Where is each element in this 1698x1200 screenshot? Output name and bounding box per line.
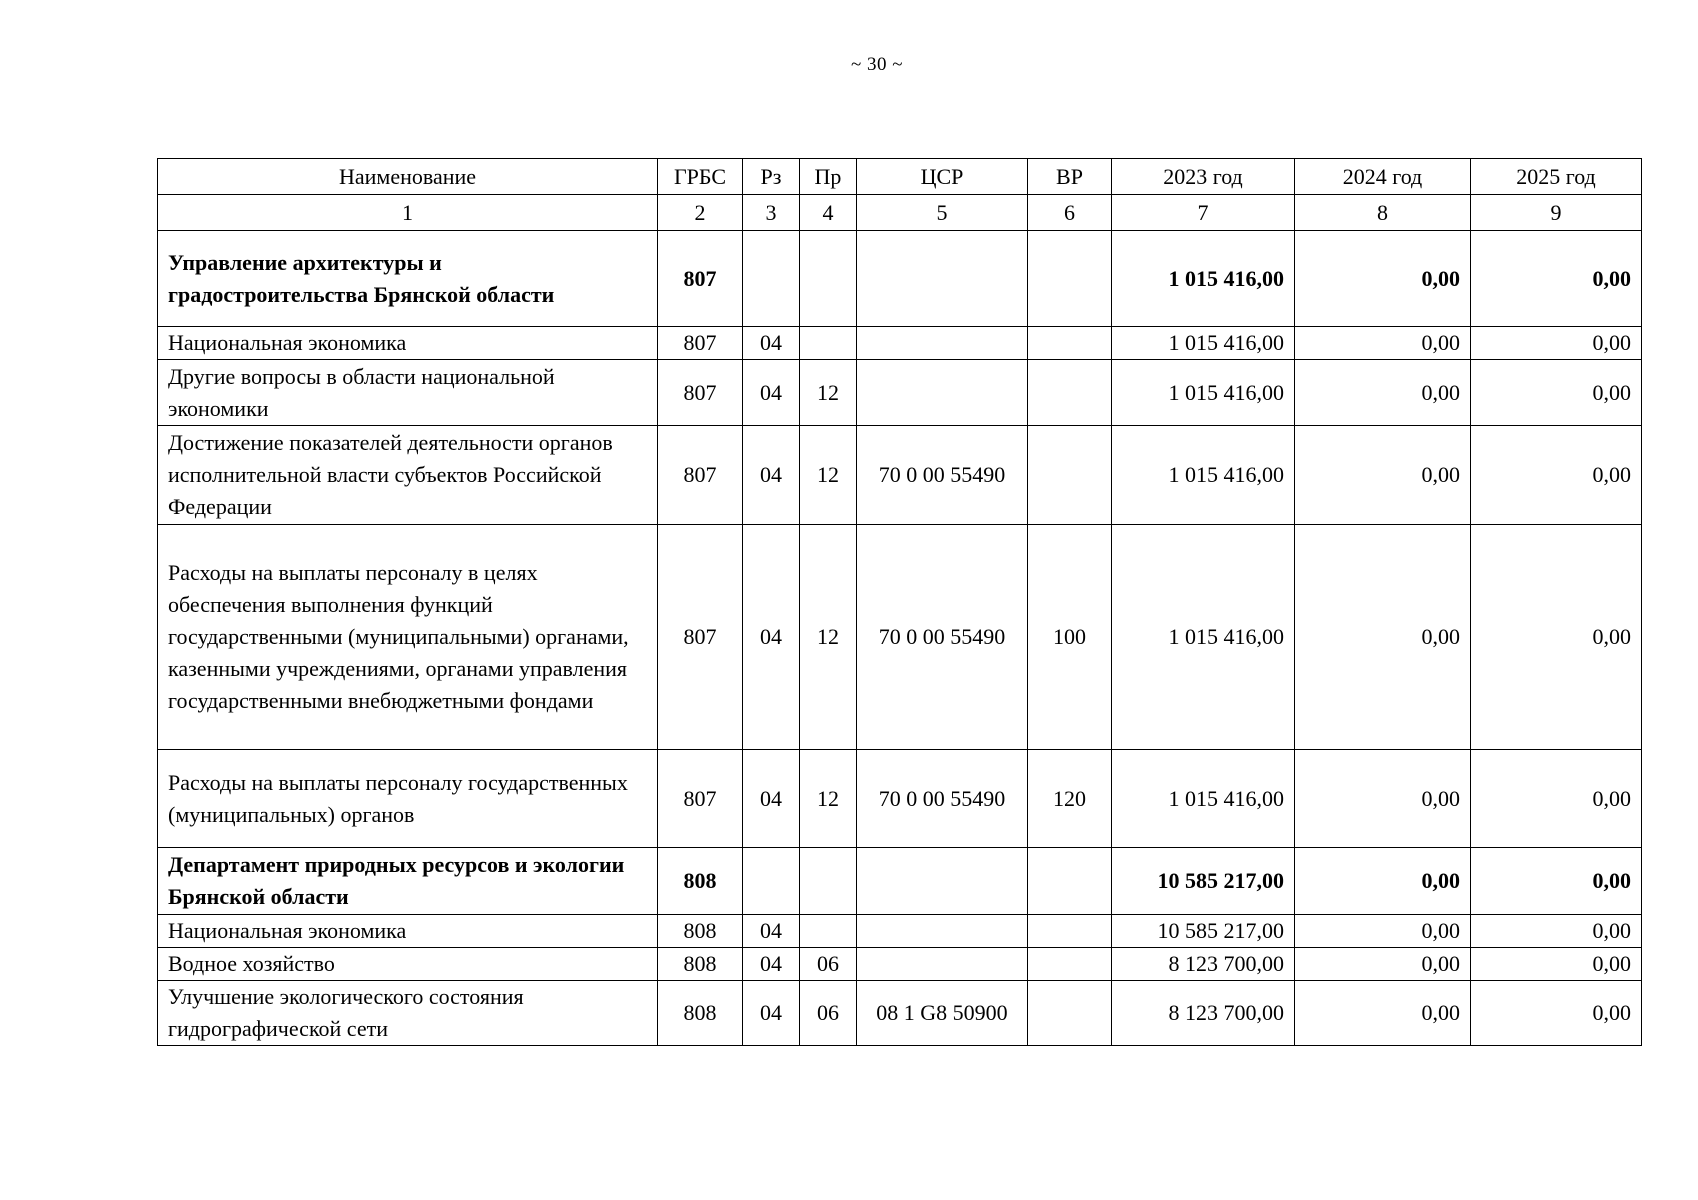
table-row [158,231,1642,327]
row-rz: 04 [743,948,800,981]
row-amount-2025: 0,00 [1471,981,1642,1046]
row-amount-2023: 1 015 416,00 [1112,426,1295,525]
row-csr [857,231,1028,327]
row-amount-2023: 1 015 416,00 [1112,231,1295,327]
row-name: Достижение показателей деятельности органов исполнительной власти субъектов Российской Федерации [158,426,658,525]
row-vr: 120 [1028,750,1112,848]
row-rz: 04 [743,981,800,1046]
row-csr [857,360,1028,426]
row-grbs: 808 [658,848,743,915]
row-amount-2025: 0,00 [1471,525,1642,750]
row-amount-2024: 0,00 [1295,426,1471,525]
row-name: Водное хозяйство [158,948,658,981]
row-rz: 04 [743,915,800,948]
column-number: 5 [857,195,1028,231]
row-grbs: 807 [658,426,743,525]
row-name: Другие вопросы в области национальной экономики [158,360,658,426]
row-pr: 12 [800,426,857,525]
row-name: Расходы на выплаты персоналу государственных (муниципальных) органов [158,750,658,848]
column-number-row [158,195,1642,231]
row-csr [857,915,1028,948]
row-pr [800,231,857,327]
table-row [158,327,1642,360]
row-pr: 06 [800,981,857,1046]
row-name: Департамент природных ресурсов и экологии Брянской области [158,848,658,915]
row-pr [800,327,857,360]
header-year-2023: 2023 год [1112,159,1295,195]
row-grbs: 808 [658,981,743,1046]
row-vr [1028,327,1112,360]
row-rz [743,231,800,327]
row-amount-2023: 8 123 700,00 [1112,948,1295,981]
row-vr [1028,848,1112,915]
row-amount-2025: 0,00 [1471,848,1642,915]
row-amount-2023: 10 585 217,00 [1112,915,1295,948]
row-vr [1028,948,1112,981]
row-vr [1028,360,1112,426]
row-grbs: 807 [658,231,743,327]
header-rz: Рз [743,159,800,195]
row-vr [1028,981,1112,1046]
row-amount-2024: 0,00 [1295,231,1471,327]
header-year-2025: 2025 год [1471,159,1642,195]
header-row [158,159,1642,195]
row-vr: 100 [1028,525,1112,750]
table-row [158,525,1642,750]
row-pr [800,848,857,915]
column-number: 3 [743,195,800,231]
header-csr: ЦСР [857,159,1028,195]
table-row [158,426,1642,525]
column-number: 8 [1295,195,1471,231]
row-amount-2024: 0,00 [1295,915,1471,948]
row-pr: 12 [800,750,857,848]
row-amount-2024: 0,00 [1295,948,1471,981]
column-number: 7 [1112,195,1295,231]
table-row [158,360,1642,426]
row-amount-2024: 0,00 [1295,525,1471,750]
row-vr [1028,915,1112,948]
column-number: 9 [1471,195,1642,231]
row-grbs: 807 [658,750,743,848]
row-name: Национальная экономика [158,327,658,360]
row-pr: 12 [800,525,857,750]
row-amount-2025: 0,00 [1471,426,1642,525]
row-rz: 04 [743,426,800,525]
table-row [158,981,1642,1046]
header-grbs: ГРБС [658,159,743,195]
row-vr [1028,426,1112,525]
row-name: Расходы на выплаты персоналу в целях обеспечения выполнения функций государственными (муниципальными) органами, казенными учреждениями, органами управления государственными внебюджетными фондами [158,525,658,750]
row-pr: 12 [800,360,857,426]
row-amount-2025: 0,00 [1471,360,1642,426]
row-csr [857,848,1028,915]
header-year-2024: 2024 год [1295,159,1471,195]
row-amount-2025: 0,00 [1471,231,1642,327]
table-row [158,848,1642,915]
row-csr: 08 1 G8 50900 [857,981,1028,1046]
row-amount-2023: 1 015 416,00 [1112,750,1295,848]
column-number: 6 [1028,195,1112,231]
row-amount-2023: 8 123 700,00 [1112,981,1295,1046]
row-amount-2025: 0,00 [1471,948,1642,981]
row-name: Национальная экономика [158,915,658,948]
row-grbs: 807 [658,525,743,750]
column-number: 2 [658,195,743,231]
row-grbs: 808 [658,915,743,948]
column-number: 4 [800,195,857,231]
row-csr: 70 0 00 55490 [857,525,1028,750]
row-name: Управление архитектуры и градостроительства Брянской области [158,231,658,327]
row-rz [743,848,800,915]
table-row [158,750,1642,848]
row-name: Улучшение экологического состояния гидрографической сети [158,981,658,1046]
row-grbs: 807 [658,360,743,426]
header-pr: Пр [800,159,857,195]
row-amount-2024: 0,00 [1295,327,1471,360]
page-number: ~ 30 ~ [850,54,904,75]
row-csr [857,948,1028,981]
row-csr: 70 0 00 55490 [857,426,1028,525]
row-amount-2023: 10 585 217,00 [1112,848,1295,915]
row-amount-2023: 1 015 416,00 [1112,525,1295,750]
row-amount-2024: 0,00 [1295,848,1471,915]
header-name: Наименование [158,159,658,195]
row-amount-2025: 0,00 [1471,750,1642,848]
row-rz: 04 [743,750,800,848]
row-rz: 04 [743,327,800,360]
row-vr [1028,231,1112,327]
table-row [158,948,1642,981]
row-csr [857,327,1028,360]
row-rz: 04 [743,360,800,426]
row-pr: 06 [800,948,857,981]
row-amount-2024: 0,00 [1295,750,1471,848]
row-amount-2024: 0,00 [1295,981,1471,1046]
row-grbs: 808 [658,948,743,981]
row-pr [800,915,857,948]
column-number: 1 [158,195,658,231]
row-amount-2025: 0,00 [1471,327,1642,360]
table-row [158,915,1642,948]
row-amount-2023: 1 015 416,00 [1112,327,1295,360]
row-csr: 70 0 00 55490 [857,750,1028,848]
row-amount-2023: 1 015 416,00 [1112,360,1295,426]
header-vr: ВР [1028,159,1112,195]
budget-table [157,158,1642,1046]
row-rz: 04 [743,525,800,750]
row-amount-2024: 0,00 [1295,360,1471,426]
row-grbs: 807 [658,327,743,360]
row-amount-2025: 0,00 [1471,915,1642,948]
